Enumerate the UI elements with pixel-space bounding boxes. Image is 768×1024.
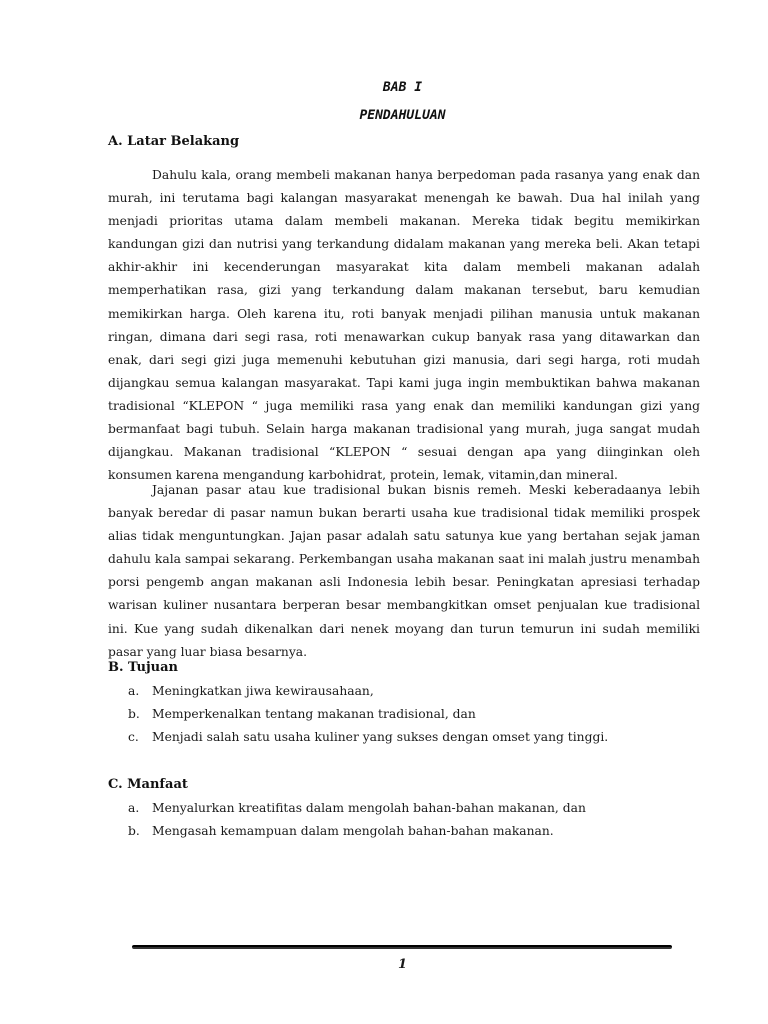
list-item (128, 820, 586, 843)
list-item (128, 703, 608, 726)
list-marker: b. (128, 707, 140, 722)
chapter-number: BAB I (382, 80, 423, 95)
section-b-heading: B. Tujuan (108, 660, 179, 675)
section-a-paragraph-1: Dahulu kala, orang membeli makanan hanya berpedoman pada rasanya yang enak dan murah, ini terutama bagi kalangan masyarakat menengah ke bawah. Dua hal inilah yang menjadi prioritas utama dalam membeli makanan. Mereka tidak begitu memikirkan kandungan gizi dan nutrisi yang terkandung didalam makanan yang mereka beli. Akan tetapi akhir-akhir ini kecenderungan masyarakat kita dalam membeli makanan adalah memperhatikan rasa, gizi yang terkandung dalam makanan tersebut, baru kemudian memikirkan harga. Oleh karena itu, roti banyak menjadi pilihan manusia untuk makanan ringan, dimana dari segi rasa, roti menawarkan cukup banyak rasa yang ditawarkan dan enak, dari segi gizi juga memenuhi kebutuhan gizi manusia, dari segi harga, roti mudah dijangkau semua kalangan masyarakat. Tapi kami juga ingin membuktikan bahwa makanan tradisional “KLEPON “ juga memiliki rasa yang enak dan memiliki kandungan gizi yang bermanfaat bagi tubuh. Selain harga makanan tradisional yang murah, juga sangat mudah dijangkau. Makanan tradisional “KLEPON “ sesuai dengan apa yang diinginkan oleh konsumen karena mengandung karbohidrat, protein, lemak, vitamin,dan mineral. (108, 168, 700, 483)
list-marker: a. (128, 801, 140, 815)
section-a-heading: A. Latar Belakang (108, 134, 240, 149)
list-marker: b. (128, 824, 140, 839)
section-c-list (128, 797, 586, 843)
list-item (128, 797, 586, 820)
list-marker: a. (128, 684, 140, 698)
section-a-paragraph-2: Jajanan pasar atau kue tradisional bukan bisnis remeh. Meski keberadaanya lebih banyak beredar di pasar namun bukan berarti usaha kue tradisional tidak memiliki prospek alias tidak menguntungkan. Jajan pasar adalah satu satunya kue yang bertahan sejak jaman dahulu kala sampai sekarang. Perkembangan usaha makanan saat ini malah justru menambah porsi pengemb angan makanan asli Indonesia lebih besar. Peningkatan apresiasi terhadap warisan kuliner nusantara berperan besar membangkitkan omset penjualan kue tradisional ini. Kue yang sudah dikenalkan dari nenek moyang dan turun temurun ini sudah memiliki pasar yang luar biasa besarnya. (108, 483, 700, 659)
list-marker: c. (128, 730, 139, 745)
list-item-text: Meningkatkan jiwa kewirausahaan, (152, 684, 374, 698)
list-item (128, 726, 608, 749)
list-item-text: Menyalurkan kreatifitas dalam mengolah bahan-bahan makanan, dan (152, 801, 586, 815)
list-item (128, 680, 608, 703)
footer-rule (132, 945, 672, 949)
section-c-heading: C. Manfaat (108, 777, 188, 792)
list-item-text: Memperkenalkan tentang makanan tradisional, dan (152, 707, 476, 722)
section-b-list (128, 680, 608, 750)
list-item-text: Menjadi salah satu usaha kuliner yang sukses dengan omset yang tinggi. (152, 730, 609, 745)
chapter-title: PENDAHULUAN (359, 108, 446, 123)
list-item-text: Mengasah kemampuan dalam mengolah bahan-bahan makanan. (152, 824, 554, 839)
page-number: 1 (397, 957, 408, 972)
